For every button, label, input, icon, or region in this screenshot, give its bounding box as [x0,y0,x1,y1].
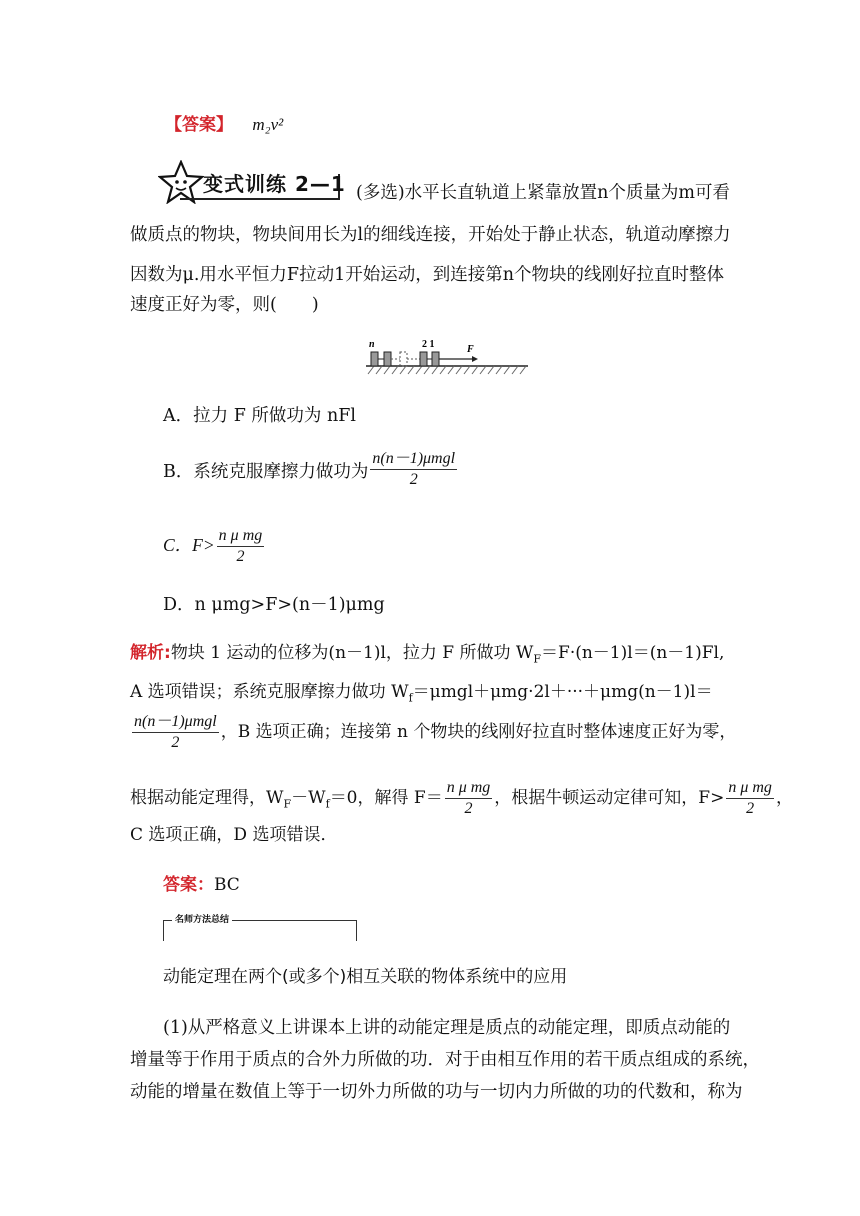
solution-fraction-3 [726,778,774,819]
question-line-2: 做质点的物块，物块间用长为l的细线连接，开始处于静止状态，轨道动摩擦力 [130,225,731,245]
fraction-denominator: 2 [746,800,755,817]
solution-text-3: ，B 选项正确；连接第 n 个物块的线刚好拉直时整体速度正好为零， [220,722,737,742]
solution-text-2b: ＝μmgl＋μmg·2l＋···＋μmg(n－1)l＝ [412,682,713,702]
solution-line-4 [130,778,793,819]
badge-title: 变式训练 2—1 [203,172,346,196]
option-b [163,450,773,490]
blocks-diagram [362,336,532,378]
answer2-label: 答案： [163,875,214,895]
option-c-numerator: n μ mg [217,526,265,547]
section-heading: 动能定理在两个(或多个)相互关联的物体系统中的应用 [163,967,568,987]
option-c-denominator: 2 [236,548,245,565]
solution-line-1 [130,640,740,672]
solution-fraction-2 [445,778,493,819]
variant-training-badge [158,160,346,200]
option-a: A．拉力 F 所做功为 nFl [163,406,356,426]
solution-text-4c: ＝0，解得 F＝ [329,788,443,808]
option-c-text: C．F> [163,535,215,555]
solution-text-2: A 选项错误；系统克服摩擦力做功 W [130,682,409,702]
solution-line-5: C 选项正确，D 选项错误． [130,825,338,845]
subscript-f: f [408,691,413,705]
solution-text-4d: ，根据牛顿运动定律可知，F> [494,788,725,808]
subscript-f: f [325,797,330,811]
answer-value: m₂v² [252,115,284,134]
answer-line [165,110,283,135]
option-b-denominator: 2 [409,471,418,488]
solution-line-3 [130,712,740,753]
solution-line-2 [130,679,740,711]
subscript-f: F [533,652,542,666]
option-d: D．n μmg>F>(n－1)μmg [163,595,385,615]
section-paragraph-line-3: 动能的增量在数值上等于一切外力所做的功与一切内力所做的功的代数和，称为 [130,1082,743,1102]
solution-label: 解析: [130,643,171,663]
option-c [163,526,773,567]
answer2-value: BC [214,875,240,895]
solution-text-4e: ， [775,788,793,808]
section-paragraph-line-2: 增量等于作用于质点的合外力所做的功．对于由相互作用的若干质点组成的系统， [130,1050,760,1070]
method-summary-box [163,915,357,941]
option-b-numerator: n(n－1)μmgl [370,449,457,470]
solution-text-1: 物块 1 运动的位移为(n－1)l，拉力 F 所做功 W [170,643,534,663]
subscript-f: F [283,797,292,811]
solution-text-1b: ＝F·(n－1)l＝(n－1)Fl, [541,643,725,663]
option-b-fraction [370,449,457,490]
section-paragraph-line-1: (1)从严格意义上讲课本上讲的动能定理是质点的动能定理，即质点动能的 [163,1018,731,1038]
method-summary-label: 名师方法总结 [172,912,232,925]
solution-fraction-1 [132,712,219,753]
answer-label: 【答案】 [165,115,233,135]
question-line-3: 因数为μ.用水平恒力F拉动1开始运动，到连接第n个物块的线刚好拉直时整体 [130,265,724,285]
solution-text-4b: －W [291,788,326,808]
fraction-denominator: 2 [171,734,180,751]
answer2-line [163,870,240,895]
fraction-numerator: n(n－1)μmgl [132,712,219,733]
block-n-label: n [369,339,375,350]
option-b-text: B．系统克服摩擦力做功为 [163,462,369,482]
fraction-numerator: n μ mg [726,778,774,799]
question-line-4: 速度正好为零，则( ) [130,295,319,315]
option-c-fraction [217,526,265,567]
force-label: F [467,344,474,355]
fraction-numerator: n μ mg [445,778,493,799]
fraction-denominator: 2 [464,800,473,817]
question-line-1: (多选)水平长直轨道上紧靠放置n个质量为m可看 [356,183,731,203]
solution-text-4a: 根据动能定理得，W [130,788,284,808]
block-2-1-label: 2 1 [422,339,435,350]
